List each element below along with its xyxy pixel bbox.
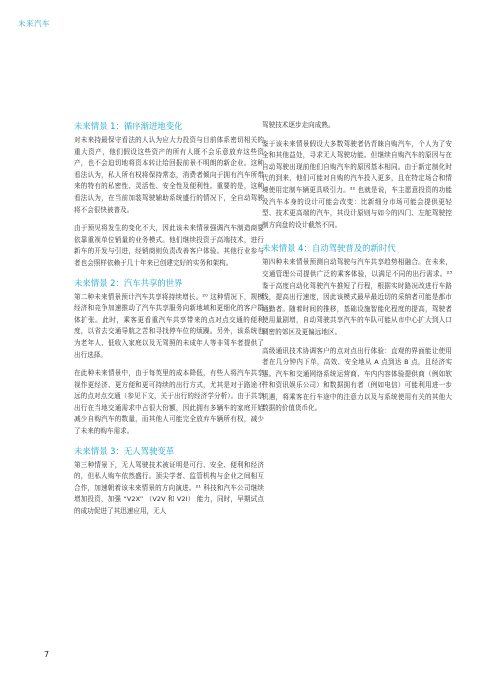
scenario-4-paragraph-2: 高级通讯技术协调客户的点对点出行体验：直观的界面能让使用者在几分钟内下单，高效、安全地从 A 点到达 B 点，且经济实惠。汽车和交通网络系统运营商、车内内容体验提供商（例如软件和资讯娱乐公司）和数据拥有者（例如电信）可能利用进一步机遇，将乘客在行车途中的注意力以及与系统使用有关的其他大数据的价值货币化。 — [262, 346, 452, 413]
page-header — [0, 0, 480, 46]
scenario-2-paragraph-2: 在此种未来情景中，由于每英里的成本降低，有些人将汽车共享视作更经济、更方便和更可持续的出行方式，尤其是对于路途不远的点对点交通（参见下文，关于出行的经济学分析）。由于共享出行在当地交通需求中占很大份额，因此拥有多辆车的家庭开始减少自购汽车的数量，而其他人可能完全放弃车辆所有权，减少了未来的购车需求。 — [74, 369, 264, 436]
right-column — [262, 120, 452, 422]
header-title: 未来汽车 — [18, 19, 50, 28]
scenario-1-paragraph-1: 对未来持最保守看法的人认为应大力投资与目前体系密切相关的重大资产，他们假设这些资产的所有人既不会乐意放弃这些资产，也不会迫切地将资本转让给回报前景不明朗的新企业。这种看法认为，私人所有权将保持常态，消费者倾向于拥有汽车所带来的特有的私密性、灵活性、安全性及便利性。重要的是，这种看法认为，在当前加装驾驶辅助系统盛行的情况下，全自动驾驶将不会很快被普及。 — [74, 136, 264, 214]
scenario-3-continuation: 驾驶技术逐步走向成熟。 — [262, 121, 335, 129]
page-number: 7 — [44, 650, 50, 659]
scenario-2-paragraph-1: 第二种未来情景预计汽车共享将持续增长。²⁰ 这种情况下，规模经济和竞争加速推动了汽车共享服务向新地域和更细化的客户群体扩张。此时，乘客更看重汽车共享带来的点对点交通的便利度，以省去交通导航之苦和寻找停车位的烦躁。另外，该系统也为老年人、低收入家庭以及无驾照的未成年人等非驾车者提供了出行选择。 — [74, 292, 264, 359]
section-title-scenario-4: 未来情景 4：自动驾驶普及的新时代 — [262, 243, 396, 254]
left-column — [74, 120, 264, 525]
scenario-1-paragraph-2: 由于预见将发生的变化不大，因此该未来情景强调汽车制造商要依靠重视单位销量的业务模式。他们继续投资于高端技术，进行新车的开发与引进，经销商则负责改善客户体验。其他行业参与者也会照样依赖于几十年来已创建完好的实务和架构。 — [74, 224, 264, 267]
section-title-scenario-2: 未来情景 2：汽车共享的世界 — [74, 277, 183, 288]
scenario-4-paragraph-1: 第四种未来情景预测自动驾驶与汽车共享趋势相融合。在未来，交通管理公司提供广泛的乘客体验，以满足不同的出行需求。²³ 鉴于高度自动化驾驶汽车推短了行程，根据实时路况改进行车路线，提高出行速度，因此该模式最早最近切的采纳者可能是都市通勤者。随着时间的推移，基础设施智能化程度的提高，驾驶者使用量剧增，自动驾驶共享汽车的车队可能从市中心扩大到人口稠密的郊区及更偏远地区。 — [262, 258, 452, 336]
section-title-scenario-3: 未来情景 3：无人驾驶变革 — [74, 445, 175, 456]
scenario-3-paragraph-2: 鉴于该未来情景假设大多数驾驶者仍青睐自购汽车，个人为了安全和其他益处，寻求无人驾驶功能。但继续自购汽车的原因与在自动驾驶出现前他们自购汽车的原因基本相同。由于新定制化时代的到来，他们可能对自购的汽车投入更多，且在特定场合和情境使用定制车辆更具吸引力。²² 也就是说，车主愿意投资的功能及汽车本身的设计可能会改变：比新细分市场可能会提供更轻型、技术更高端的汽车，其设计原则与如今的四门、左舵驾驶控制方向盘的设计截然不同。 — [262, 139, 452, 229]
section-title-scenario-1: 未来情景 1：循序渐进地变化 — [74, 121, 183, 131]
scenario-3-paragraph-1: 第三种情景下，无人驾驶技术被证明是可行、安全、便利和经济的，但私人购车依然盛行。顶尖学者、监管机构与企业之间相互合作，加速朝着该未来情景的方向演进。²¹ 科技和汽车公司继续增加投资，加强 “V2X” （V2V 和 V2I） 能力，同时，早期试点的成功促进了其迅速应用，无人 — [74, 460, 264, 516]
